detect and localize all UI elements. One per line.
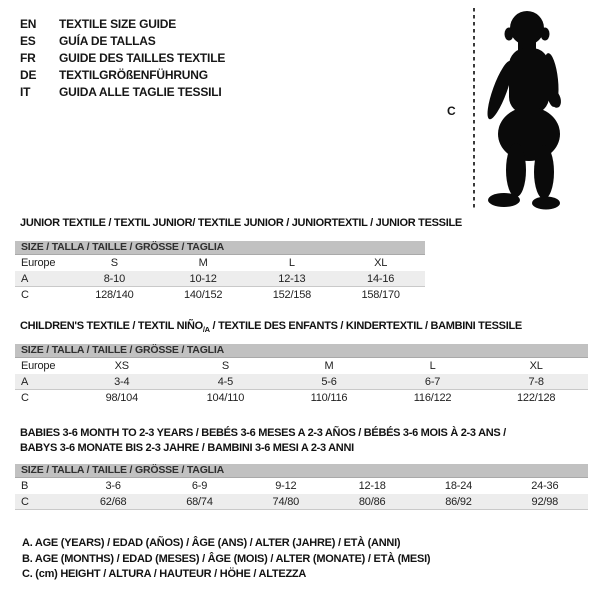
size-cell: L	[429, 360, 436, 372]
size-cell: M	[324, 360, 334, 372]
children-table-title	[20, 320, 522, 334]
size-cell: 80/86	[358, 496, 386, 508]
language-code: ES	[20, 33, 36, 48]
size-cell: 110/116	[310, 392, 348, 404]
row-label: A	[21, 273, 29, 285]
size-cell: 24-36	[531, 480, 559, 492]
size-cell: S	[221, 360, 229, 372]
size-cell: M	[198, 257, 208, 269]
size-cell: 12-18	[358, 480, 386, 492]
size-cell: 152/158	[272, 289, 312, 301]
size-cell: 4-5	[217, 376, 234, 388]
children-size-table	[15, 344, 588, 406]
language-code: DE	[20, 67, 37, 82]
size-cell: 6-7	[424, 376, 441, 388]
size-header-bar: SIZE / TALLA / TAILLE / GRÖSSE / TAGLIA	[15, 241, 425, 255]
language-code: IT	[20, 84, 31, 99]
language-title: TEXTILGRÖßENFÜHRUNG	[59, 67, 208, 82]
size-cell: 86/92	[445, 496, 472, 508]
size-header-bar: SIZE / TALLA / TAILLE / GRÖSSE / TAGLIA	[15, 464, 588, 478]
language-row-de	[20, 66, 225, 83]
table-row-age-months	[15, 478, 588, 494]
size-cell: XL	[529, 360, 543, 372]
size-cell: 14-16	[367, 273, 395, 285]
legend-line-b: B. AGE (MONTHS) / EDAD (MESES) / ÂGE (MOIS) / ALTER (MONATE) / ETÀ (MESI)	[22, 552, 431, 565]
size-cell: 104/110	[206, 392, 245, 404]
language-row-en	[20, 15, 225, 32]
language-title: GUIDA ALLE TAGLIE TESSILI	[59, 84, 222, 99]
table-row-age-years	[15, 374, 588, 390]
table-row-europe	[15, 358, 588, 374]
junior-table-title: JUNIOR TEXTILE / TEXTIL JUNIOR/ TEXTILE JUNIOR / JUNIORTEXTIL / JUNIOR TESSILE	[20, 217, 462, 229]
language-list	[20, 15, 225, 100]
size-cell: 10-12	[189, 273, 217, 285]
title-line: BABIES 3-6 MONTH TO 2-3 YEARS / BEBÉS 3-6 MESES A 2-3 AÑOS / BÉBÉS 3-6 MOIS À 2-3 ANS /	[20, 427, 506, 439]
language-title: GUIDE DES TAILLES TEXTILE	[59, 50, 226, 65]
size-cell: 18-24	[444, 480, 473, 492]
height-dashed-line	[473, 8, 475, 210]
size-cell: 140/152	[183, 289, 223, 301]
size-cell: 6-9	[191, 480, 208, 492]
size-cell: 3-4	[114, 376, 130, 388]
legend-line-c: C. (cm) HEIGHT / ALTURA / HAUTEUR / HÖHE / ALTEZZA	[22, 568, 307, 580]
title-part: CHILDREN'S TEXTILE / TEXTIL NIÑO	[20, 320, 203, 332]
language-row-it	[20, 83, 225, 100]
legend	[22, 536, 430, 583]
size-header-bar: SIZE / TALLA / TAILLE / GRÖSSE / TAGLIA	[15, 344, 588, 358]
row-label: C	[21, 392, 29, 404]
language-row-es	[20, 32, 225, 49]
language-title: TEXTILE SIZE GUIDE	[59, 16, 177, 31]
size-cell: 158/170	[361, 289, 400, 301]
language-code: FR	[20, 50, 36, 65]
row-label: C	[21, 496, 29, 508]
height-label: C	[447, 104, 456, 118]
size-cell: 74/80	[272, 496, 300, 508]
babies-table-title	[20, 426, 506, 455]
language-code: EN	[20, 16, 37, 31]
junior-size-table	[15, 241, 425, 303]
row-label: B	[21, 480, 29, 492]
size-cell: XS	[114, 360, 129, 372]
row-label: C	[21, 289, 29, 301]
row-label: Europe	[21, 257, 56, 269]
table-row-height-cm	[15, 390, 588, 406]
size-cell: 7-8	[528, 376, 544, 388]
size-cell: XL	[374, 257, 388, 269]
size-cell: S	[110, 257, 118, 269]
size-cell: 68/74	[186, 496, 213, 508]
table-row-europe	[15, 255, 425, 271]
size-cell: 3-6	[105, 480, 121, 492]
size-cell: 128/140	[95, 289, 134, 301]
legend-line-a: A. AGE (YEARS) / EDAD (AÑOS) / ÂGE (ANS) / ALTER (JAHRE) / ETÀ (ANNI)	[22, 537, 401, 549]
baby-silhouette-icon	[482, 6, 580, 212]
title-line: BABYS 3-6 MONATE BIS 2-3 JAHRE / BAMBINI 3-6 MESI A 2-3 ANNI	[20, 441, 354, 454]
size-cell: 116/122	[413, 392, 452, 404]
size-cell: 8-10	[103, 273, 125, 285]
size-cell: 92/98	[531, 496, 559, 508]
size-cell: 9-12	[275, 480, 297, 492]
size-cell: L	[288, 257, 295, 269]
size-cell: 12-13	[278, 273, 306, 285]
row-label: Europe	[21, 360, 56, 372]
table-row-age-years	[15, 271, 425, 287]
row-label: A	[21, 376, 29, 388]
table-row-height-cm	[15, 287, 425, 303]
title-subscript: /A	[202, 325, 210, 335]
table-row-height-cm	[15, 494, 588, 510]
size-cell: 122/128	[516, 392, 556, 404]
size-cell: 62/68	[99, 496, 127, 508]
title-part: / TEXTILE DES ENFANTS / KINDERTEXTIL / BAMBINI TESSILE	[209, 320, 522, 332]
language-row-fr	[20, 49, 225, 66]
size-cell: 98/104	[105, 392, 139, 404]
language-title: GUÍA DE TALLAS	[59, 33, 156, 48]
babies-size-table	[15, 464, 588, 510]
size-cell: 5-6	[321, 376, 337, 388]
